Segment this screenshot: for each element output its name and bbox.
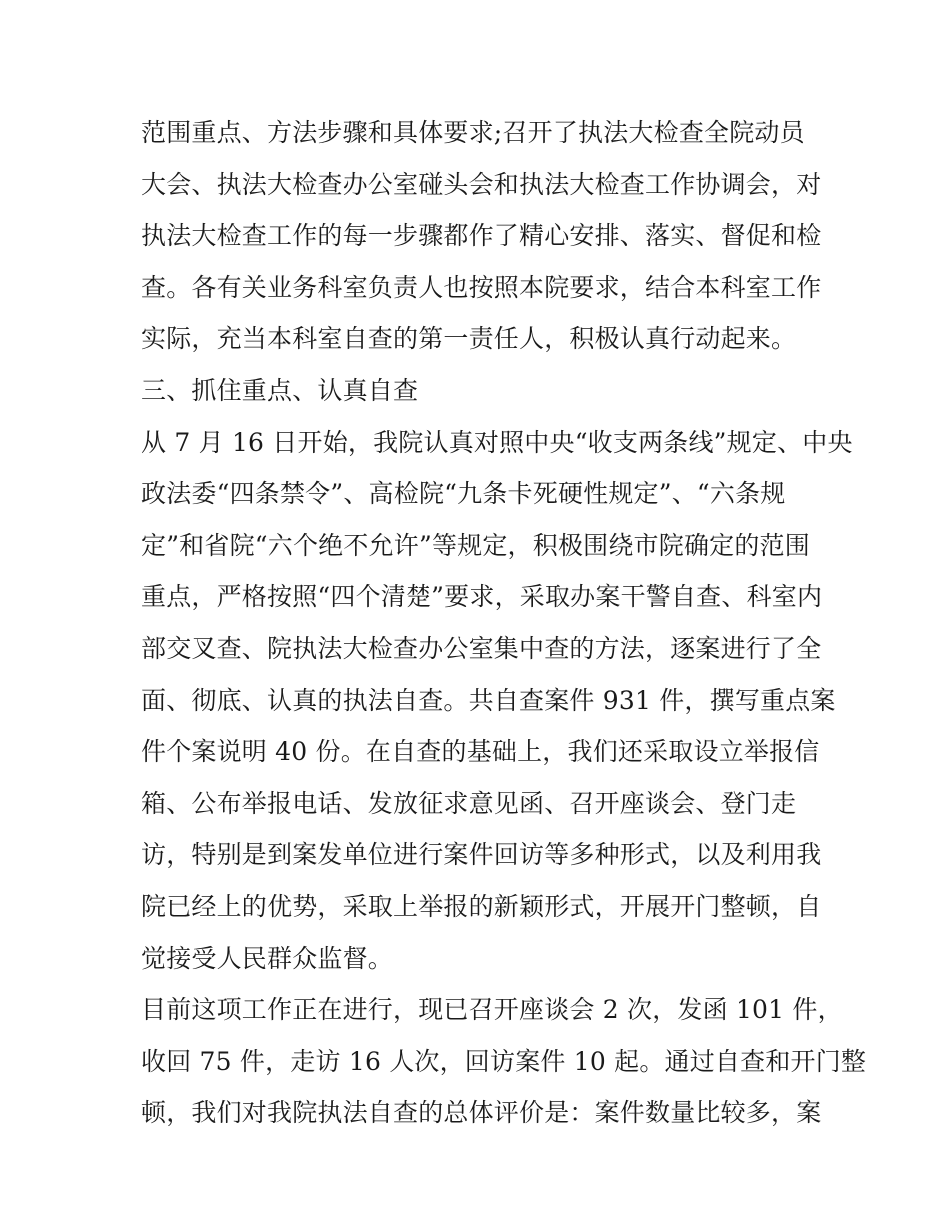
- document-body: [141, 107, 867, 1139]
- text-line-15: 访，特别是到案发单位进行案件回访等多种形式，以及利用我: [141, 840, 822, 870]
- text-line-1: 范围重点、方法步骤和具体要求;召开了执法大检查全院动员: [141, 118, 805, 147]
- text-line-9: 定”和省院“六个绝不允许”等规定，积极围绕市院确定的范围: [141, 530, 810, 560]
- text-line-20: 顿，我们对我院执法自查的总体评价是：案件数量比较多，案: [141, 1098, 822, 1128]
- text-line-11: 部交叉查、院执法大检查办公室集中查的方法，逐案进行了全: [141, 633, 822, 663]
- text-line-2: 大会、执法大检查办公室碰头会和执法大检查工作协调会，对: [141, 169, 822, 199]
- text-line-19: 收回 75 件，走访 16 人次，回访案件 10 起。通过自查和开门整: [141, 1046, 867, 1076]
- text-line-8: 政法委“四条禁令”、高检院“九条卡死硬性规定”、“六条规: [141, 479, 786, 509]
- text-line-4: 查。各有关业务科室负责人也按照本院要求，结合本科室工作: [141, 272, 822, 302]
- text-line-18: 目前这项工作正在进行，现已召开座谈会 2 次，发函 101 件，: [141, 995, 843, 1025]
- text-line-16: 院已经上的优势，采取上举报的新颖形式，开展开门整顿，自: [141, 891, 822, 921]
- text-line-10: 重点，严格按照“四个清楚”要求，采取办案干警自查、科室内: [141, 582, 823, 612]
- section-heading: 三、抓住重点、认真自查: [141, 375, 419, 405]
- text-line-7: 从 7 月 16 日开始，我院认真对照中央“收支两条线”规定、中央: [141, 427, 853, 457]
- text-line-13: 件个案说明 40 份。在自查的基础上，我们还采取设立举报信: [141, 737, 820, 767]
- text-line-17: 觉接受人民群众监督。: [141, 943, 394, 973]
- text-line-14: 箱、公布举报电话、发放征求意见函、召开座谈会、登门走: [141, 788, 797, 818]
- text-line-12: 面、彻底、认真的执法自查。共自查案件 931 件，撰写重点案: [141, 685, 836, 715]
- text-line-3: 执法大检查工作的每一步骤都作了精心安排、落实、督促和检: [141, 221, 822, 251]
- text-line-5: 实际，充当本科室自查的第一责任人，积极认真行动起来。: [141, 324, 797, 354]
